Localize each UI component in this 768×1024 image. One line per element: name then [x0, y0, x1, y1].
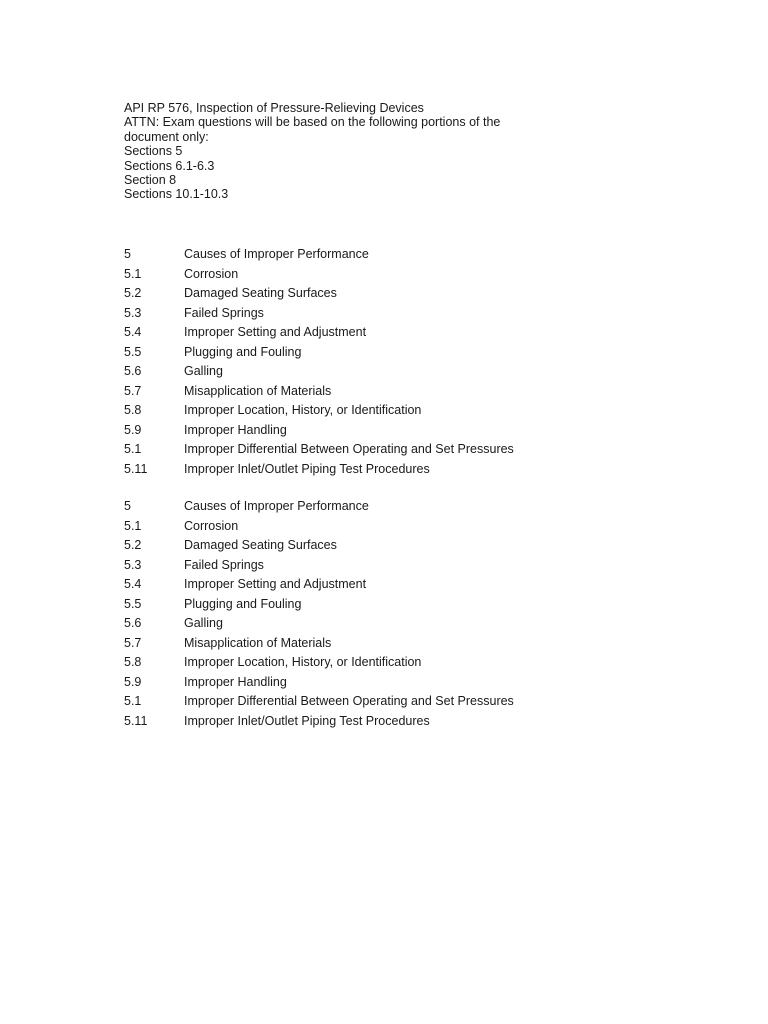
section-range-3: Section 8 [124, 173, 177, 188]
section-range-2: Sections 6.1-6.3 [124, 158, 215, 173]
section-title: Improper Location, History, or Identification [184, 403, 422, 417]
section-row [124, 421, 724, 441]
section-row [124, 440, 724, 460]
section-row [124, 497, 724, 517]
section-row [124, 575, 724, 595]
section-list-second [124, 497, 724, 731]
section-title: Improper Handling [184, 674, 287, 689]
section-number: 5.3 [124, 305, 142, 320]
section-row [124, 460, 724, 480]
section-row [124, 382, 724, 402]
section-title: Improper Inlet/Outlet Piping Test Procedures [184, 713, 430, 728]
section-title: Improper Differential Between Operating and Set Pressures [184, 442, 514, 456]
section-row [124, 653, 724, 673]
section-range-1: Sections 5 [124, 144, 183, 159]
section-title: Plugging and Fouling [184, 344, 302, 359]
section-title: Galling [184, 364, 223, 378]
section-number: 5.4 [124, 325, 142, 339]
section-title: Failed Springs [184, 305, 264, 320]
document-title: API RP 576, Inspection of Pressure-Relieving Devices [124, 101, 424, 115]
section-title: Improper Differential Between Operating and Set Pressures [184, 694, 514, 708]
section-row [124, 536, 724, 556]
section-number: 5.1 [124, 266, 142, 281]
section-list-first [124, 245, 724, 479]
section-row [124, 343, 724, 363]
section-title: Improper Location, History, or Identification [184, 655, 422, 669]
section-title: Damaged Seating Surfaces [184, 538, 337, 552]
section-number: 5.5 [124, 596, 142, 611]
section-row [124, 634, 724, 654]
attention-note: ATTN: Exam questions will be based on the following portions of the [124, 115, 501, 130]
section-number: 5.2 [124, 286, 142, 300]
section-title: Improper Handling [184, 422, 287, 437]
attention-note-continued: document only: [124, 129, 209, 144]
section-title: Corrosion [184, 518, 239, 533]
section-title: Improper Inlet/Outlet Piping Test Procedures [184, 461, 430, 476]
section-title: Corrosion [184, 266, 239, 281]
section-number: 5.5 [124, 344, 142, 359]
section-title: Improper Setting and Adjustment [184, 577, 367, 591]
section-number: 5.7 [124, 383, 142, 398]
section-number: 5.11 [124, 461, 148, 476]
section-number: 5.1 [124, 442, 142, 456]
section-number: 5.9 [124, 422, 142, 437]
section-number: 5.6 [124, 364, 142, 378]
section-title: Misapplication of Materials [184, 635, 332, 650]
section-row [124, 556, 724, 576]
section-row [124, 284, 724, 304]
section-number: 5.2 [124, 538, 142, 552]
document-header [124, 101, 544, 202]
section-row [124, 265, 724, 285]
section-number: 5.9 [124, 674, 142, 689]
section-title: Plugging and Fouling [184, 596, 302, 611]
section-title: Galling [184, 616, 223, 630]
section-row [124, 692, 724, 712]
section-row [124, 245, 724, 265]
section-number: 5.11 [124, 713, 148, 728]
section-row [124, 401, 724, 421]
section-range-4: Sections 10.1-10.3 [124, 187, 229, 202]
section-title: Failed Springs [184, 557, 264, 572]
section-number: 5.8 [124, 403, 142, 417]
section-row [124, 712, 724, 732]
section-row [124, 362, 724, 382]
section-number: 5.3 [124, 557, 142, 572]
section-row [124, 323, 724, 343]
section-number: 5.1 [124, 694, 142, 708]
section-title: Damaged Seating Surfaces [184, 286, 337, 300]
section-row [124, 595, 724, 615]
section-row [124, 304, 724, 324]
section-number: 5.6 [124, 616, 142, 630]
section-number: 5.4 [124, 577, 142, 591]
section-title: Misapplication of Materials [184, 383, 332, 398]
section-number: 5.8 [124, 655, 142, 669]
section-number: 5 [124, 247, 131, 261]
section-title: Improper Setting and Adjustment [184, 325, 367, 339]
section-row [124, 517, 724, 537]
section-number: 5 [124, 499, 131, 513]
section-row [124, 673, 724, 693]
section-title: Causes of Improper Performance [184, 499, 369, 513]
section-number: 5.7 [124, 635, 142, 650]
section-row [124, 614, 724, 634]
section-title: Causes of Improper Performance [184, 247, 369, 261]
section-number: 5.1 [124, 518, 142, 533]
